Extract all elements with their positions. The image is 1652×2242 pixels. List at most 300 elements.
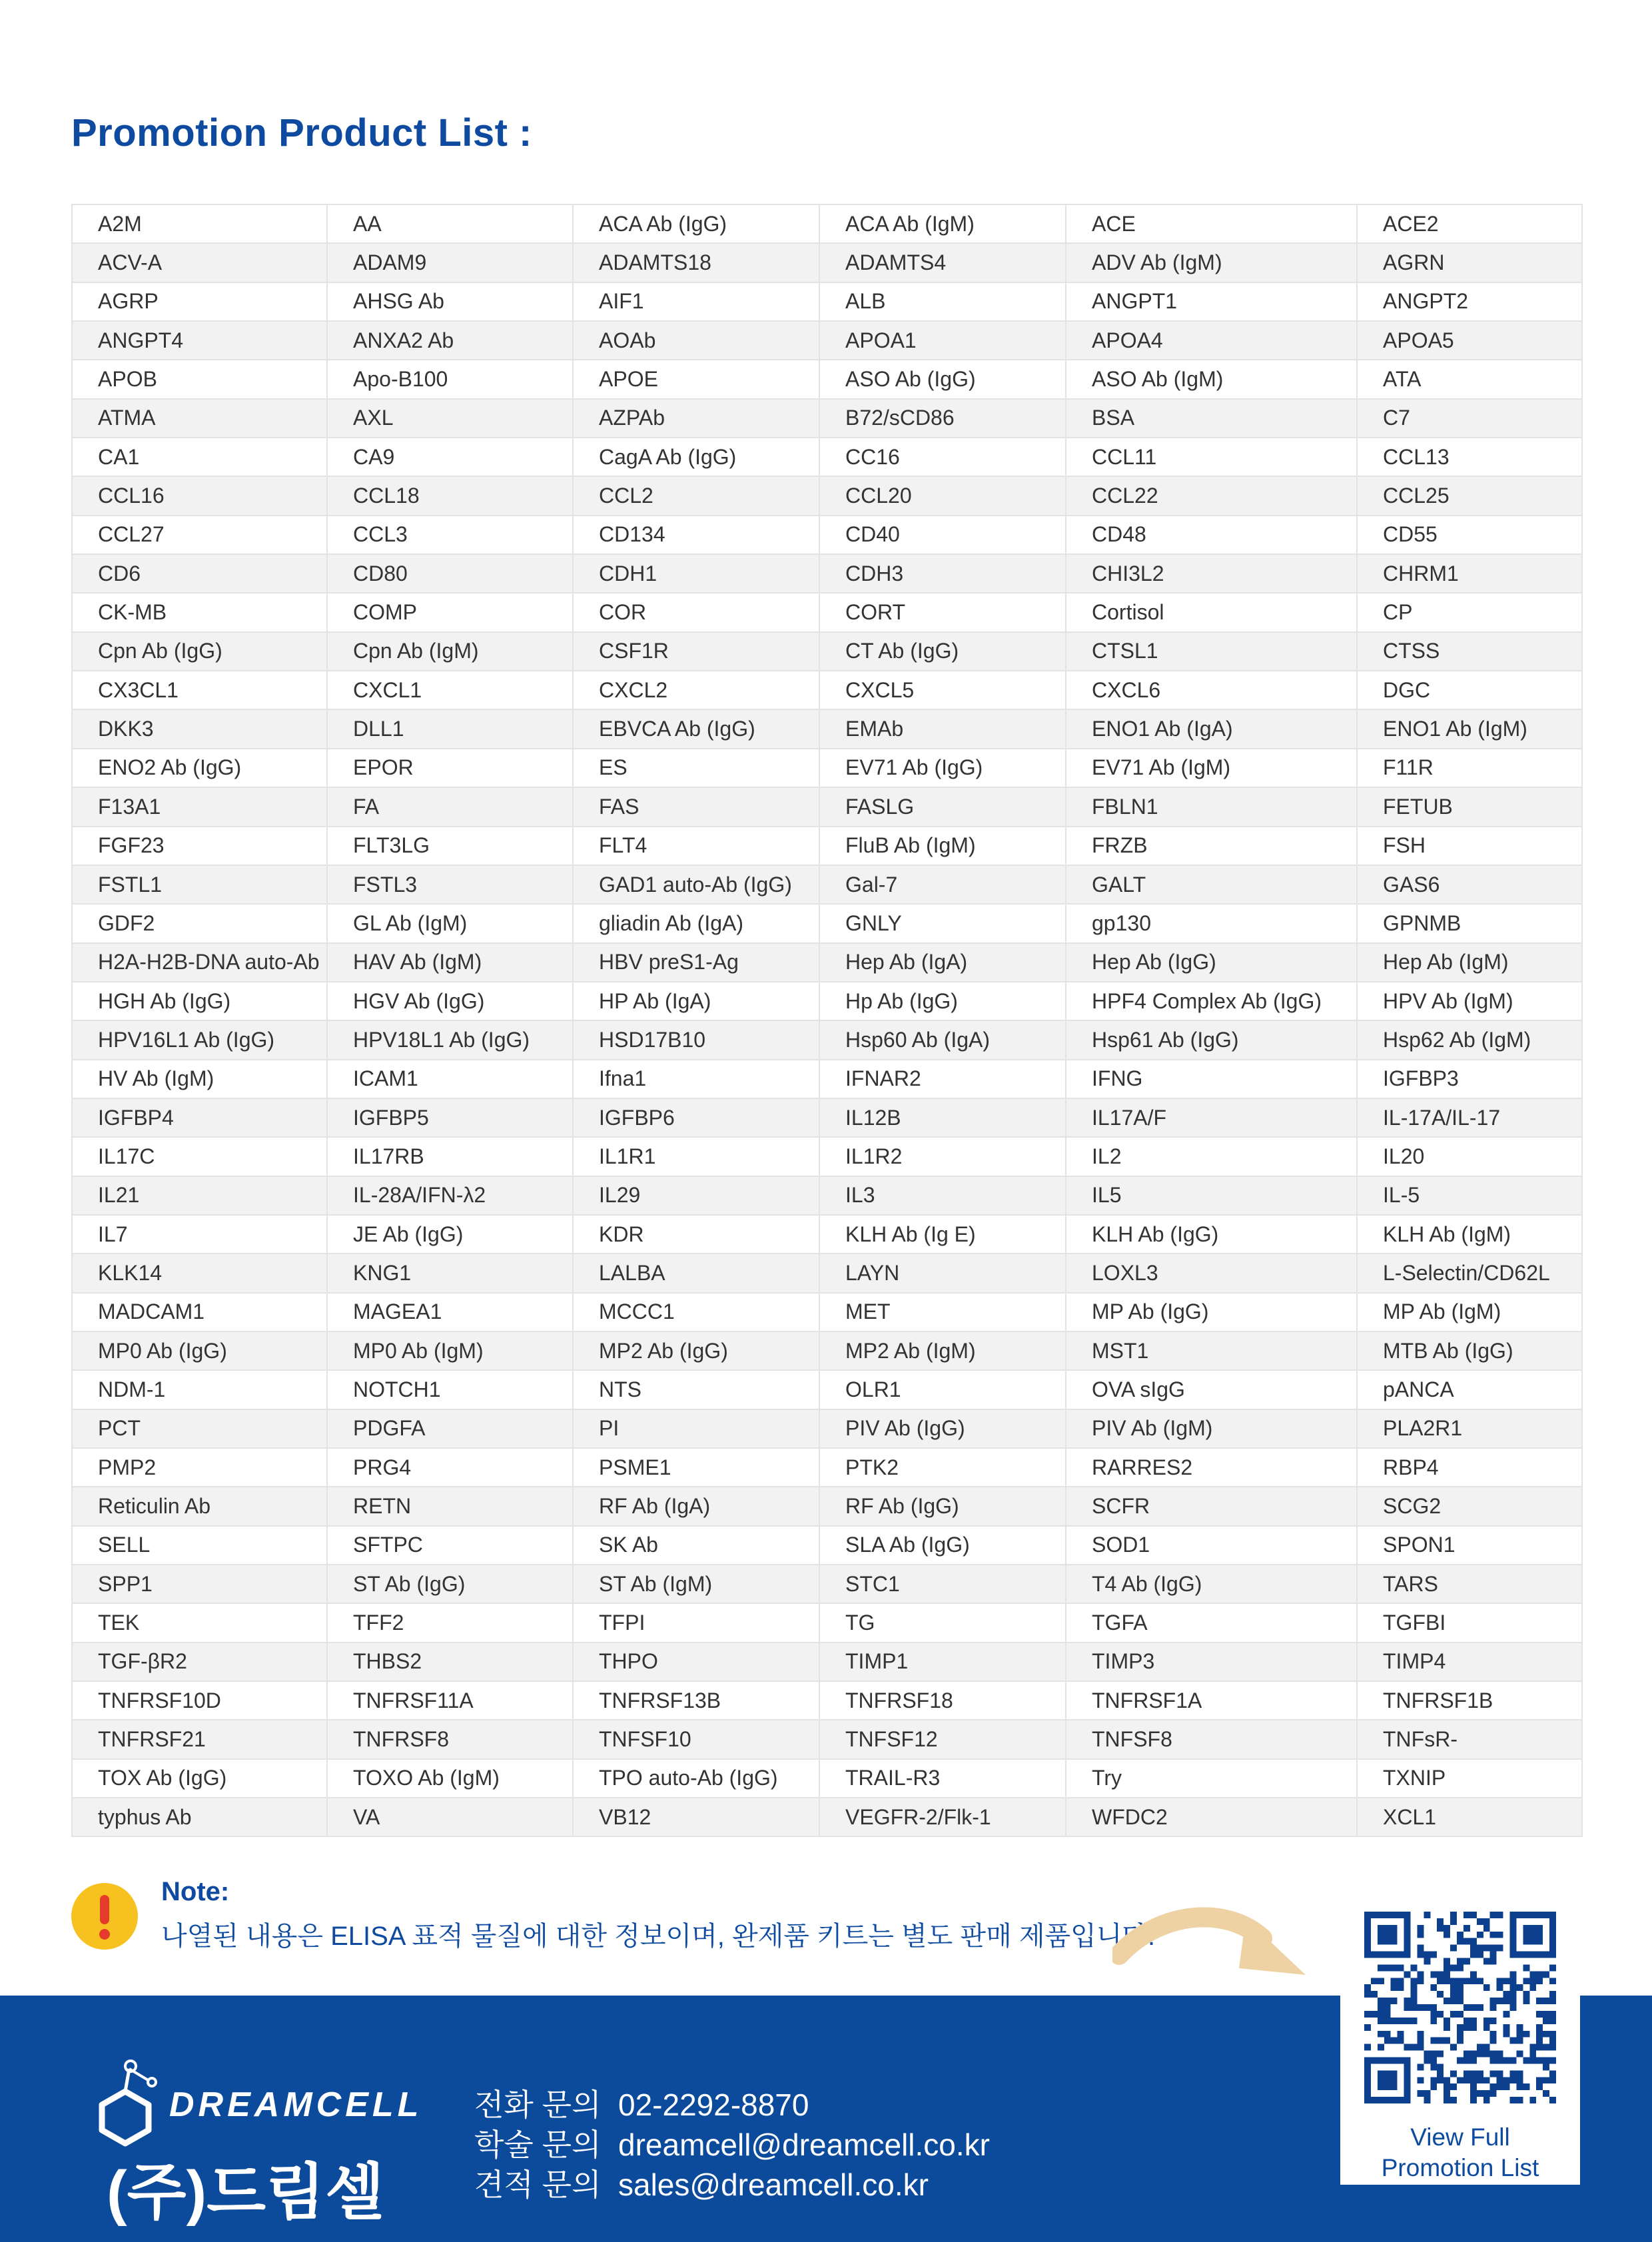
product-cell: ENO1 Ab (IgM) bbox=[1357, 709, 1582, 748]
product-cell: FLT4 bbox=[573, 827, 819, 865]
product-cell: CCL13 bbox=[1357, 438, 1582, 476]
product-cell: TPO auto-Ab (IgG) bbox=[573, 1759, 819, 1798]
product-cell: IL17A/F bbox=[1066, 1098, 1357, 1137]
product-cell: TNFRSF13B bbox=[573, 1681, 819, 1720]
table-row bbox=[72, 1487, 1582, 1525]
product-cell: TNFSF8 bbox=[1066, 1720, 1357, 1758]
product-cell: EBVCA Ab (IgG) bbox=[573, 709, 819, 748]
product-cell: typhus Ab bbox=[72, 1798, 327, 1836]
product-cell: MP2 Ab (IgM) bbox=[819, 1331, 1066, 1370]
product-cell: AOAb bbox=[573, 321, 819, 360]
product-cell: SCFR bbox=[1066, 1487, 1357, 1525]
product-cell: IGFBP4 bbox=[72, 1098, 327, 1137]
qr-code-icon[interactable] bbox=[1364, 1912, 1556, 2103]
contact-list bbox=[474, 2085, 990, 2205]
curved-arrow-icon bbox=[1112, 1898, 1312, 1985]
product-cell: SPON1 bbox=[1357, 1526, 1582, 1565]
product-cell: TARS bbox=[1357, 1565, 1582, 1603]
product-cell: PRG4 bbox=[327, 1448, 573, 1487]
product-cell: L-Selectin/CD62L bbox=[1357, 1254, 1582, 1292]
product-cell: TFF2 bbox=[327, 1603, 573, 1642]
table-row bbox=[72, 1215, 1582, 1254]
product-cell: NDM-1 bbox=[72, 1370, 327, 1409]
product-cell: F11R bbox=[1357, 749, 1582, 787]
product-cell: OLR1 bbox=[819, 1370, 1066, 1409]
product-cell: FRZB bbox=[1066, 827, 1357, 865]
table-row bbox=[72, 982, 1582, 1020]
product-cell: ASO Ab (IgG) bbox=[819, 360, 1066, 398]
product-cell: ST Ab (IgG) bbox=[327, 1565, 573, 1603]
product-cell: IFNAR2 bbox=[819, 1060, 1066, 1098]
product-cell: CHRM1 bbox=[1357, 554, 1582, 593]
product-cell: RF Ab (IgG) bbox=[819, 1487, 1066, 1525]
phone-number[interactable]: 02-2292-8870 bbox=[618, 2087, 809, 2122]
product-cell: CD48 bbox=[1066, 516, 1357, 554]
product-cell: HBV preS1-Ag bbox=[573, 943, 819, 982]
product-cell: RETN bbox=[327, 1487, 573, 1525]
product-cell: ANGPT4 bbox=[72, 321, 327, 360]
product-cell: HGH Ab (IgG) bbox=[72, 982, 327, 1020]
table-row bbox=[72, 827, 1582, 865]
product-cell: NTS bbox=[573, 1370, 819, 1409]
product-cell: FluB Ab (IgM) bbox=[819, 827, 1066, 865]
product-cell: Ifna1 bbox=[573, 1060, 819, 1098]
table-row bbox=[72, 1098, 1582, 1137]
product-cell: ATA bbox=[1357, 360, 1582, 398]
table-row bbox=[72, 1293, 1582, 1331]
qr-caption-line1: View Full bbox=[1410, 2123, 1510, 2151]
product-cell: TNFSF10 bbox=[573, 1720, 819, 1758]
product-cell: EV71 Ab (IgG) bbox=[819, 749, 1066, 787]
product-cell: C7 bbox=[1357, 399, 1582, 438]
product-cell: ADAMTS18 bbox=[573, 243, 819, 282]
product-cell: gp130 bbox=[1066, 904, 1357, 942]
product-cell: IL12B bbox=[819, 1098, 1066, 1137]
product-cell: VEGFR-2/Flk-1 bbox=[819, 1798, 1066, 1836]
product-cell: AZPAb bbox=[573, 399, 819, 438]
product-cell: HPV16L1 Ab (IgG) bbox=[72, 1020, 327, 1059]
product-cell: A2M bbox=[72, 204, 327, 243]
product-cell: PIV Ab (IgM) bbox=[1066, 1409, 1357, 1448]
table-row bbox=[72, 360, 1582, 398]
product-cell: JE Ab (IgG) bbox=[327, 1215, 573, 1254]
product-cell: TIMP1 bbox=[819, 1643, 1066, 1681]
product-cell: TNFRSF1A bbox=[1066, 1681, 1357, 1720]
product-cell: ST Ab (IgM) bbox=[573, 1565, 819, 1603]
table-row bbox=[72, 1603, 1582, 1642]
product-cell: Apo-B100 bbox=[327, 360, 573, 398]
academic-email-link[interactable]: dreamcell@dreamcell.co.kr bbox=[618, 2127, 990, 2162]
product-cell: SCG2 bbox=[1357, 1487, 1582, 1525]
product-cell: CD40 bbox=[819, 516, 1066, 554]
product-cell: ANGPT2 bbox=[1357, 282, 1582, 321]
product-cell: RF Ab (IgA) bbox=[573, 1487, 819, 1525]
product-cell: FSTL3 bbox=[327, 865, 573, 904]
table-row bbox=[72, 476, 1582, 515]
table-row bbox=[72, 204, 1582, 243]
table-row bbox=[72, 671, 1582, 709]
product-cell: TOX Ab (IgG) bbox=[72, 1759, 327, 1798]
molecule-hexagon-icon bbox=[85, 2058, 172, 2151]
brand-korean-name: (주)드림셀 bbox=[107, 2159, 384, 2227]
product-cell: APOA1 bbox=[819, 321, 1066, 360]
product-cell: PLA2R1 bbox=[1357, 1409, 1582, 1448]
product-cell: ASO Ab (IgM) bbox=[1066, 360, 1357, 398]
product-cell: GAD1 auto-Ab (IgG) bbox=[573, 865, 819, 904]
contact-label: 전화 문의 bbox=[474, 2087, 602, 2122]
table-row bbox=[72, 632, 1582, 671]
qr-caption-line2: Promotion List bbox=[1381, 2154, 1539, 2181]
product-cell: FBLN1 bbox=[1066, 787, 1357, 826]
product-cell: F13A1 bbox=[72, 787, 327, 826]
table-row bbox=[72, 1176, 1582, 1215]
product-cell: TG bbox=[819, 1603, 1066, 1642]
product-cell: Gal-7 bbox=[819, 865, 1066, 904]
table-row bbox=[72, 516, 1582, 554]
product-cell: MP0 Ab (IgG) bbox=[72, 1331, 327, 1370]
product-cell: XCL1 bbox=[1357, 1798, 1582, 1836]
table-row bbox=[72, 904, 1582, 942]
table-row bbox=[72, 1409, 1582, 1448]
product-cell: CORT bbox=[819, 593, 1066, 631]
product-cell: HGV Ab (IgG) bbox=[327, 982, 573, 1020]
contact-phone bbox=[474, 2085, 990, 2125]
product-cell: gliadin Ab (IgA) bbox=[573, 904, 819, 942]
product-cell: Cpn Ab (IgM) bbox=[327, 632, 573, 671]
product-cell: B72/sCD86 bbox=[819, 399, 1066, 438]
table-row bbox=[72, 749, 1582, 787]
product-cell: HPV Ab (IgM) bbox=[1357, 982, 1582, 1020]
product-cell: PTK2 bbox=[819, 1448, 1066, 1487]
product-cell: ALB bbox=[819, 282, 1066, 321]
product-cell: IL-17A/IL-17 bbox=[1357, 1098, 1582, 1137]
contact-quote bbox=[474, 2165, 990, 2205]
product-cell: Hp Ab (IgG) bbox=[819, 982, 1066, 1020]
product-cell: CP bbox=[1357, 593, 1582, 631]
product-cell: CXCL6 bbox=[1066, 671, 1357, 709]
product-cell: THBS2 bbox=[327, 1643, 573, 1681]
product-cell: MP2 Ab (IgG) bbox=[573, 1331, 819, 1370]
product-cell: TNFsR- bbox=[1357, 1720, 1582, 1758]
product-cell: ADAM9 bbox=[327, 243, 573, 282]
product-cell: AGRP bbox=[72, 282, 327, 321]
product-cell: TEK bbox=[72, 1603, 327, 1642]
product-cell: TNFRSF1B bbox=[1357, 1681, 1582, 1720]
product-cell: IL5 bbox=[1066, 1176, 1357, 1215]
product-cell: IL17C bbox=[72, 1137, 327, 1176]
product-cell: TXNIP bbox=[1357, 1759, 1582, 1798]
product-cell: IL2 bbox=[1066, 1137, 1357, 1176]
product-cell: CTSS bbox=[1357, 632, 1582, 671]
product-cell: FA bbox=[327, 787, 573, 826]
product-cell: CXCL1 bbox=[327, 671, 573, 709]
product-cell: KLH Ab (IgG) bbox=[1066, 1215, 1357, 1254]
product-cell: GNLY bbox=[819, 904, 1066, 942]
product-cell: IL-28A/IFN-λ2 bbox=[327, 1176, 573, 1215]
product-cell: HP Ab (IgA) bbox=[573, 982, 819, 1020]
table-row bbox=[72, 438, 1582, 476]
product-cell: THPO bbox=[573, 1643, 819, 1681]
product-cell: ACE2 bbox=[1357, 204, 1582, 243]
product-cell: PCT bbox=[72, 1409, 327, 1448]
product-cell: HAV Ab (IgM) bbox=[327, 943, 573, 982]
product-cell: T4 Ab (IgG) bbox=[1066, 1565, 1357, 1603]
product-cell: VA bbox=[327, 1798, 573, 1836]
table-row bbox=[72, 1060, 1582, 1098]
product-cell: SPP1 bbox=[72, 1565, 327, 1603]
product-cell: KLH Ab (Ig E) bbox=[819, 1215, 1066, 1254]
sales-email-link[interactable]: sales@dreamcell.co.kr bbox=[618, 2167, 929, 2202]
product-cell: BSA bbox=[1066, 399, 1357, 438]
product-cell: MET bbox=[819, 1293, 1066, 1331]
product-cell: IL7 bbox=[72, 1215, 327, 1254]
product-cell: ANGPT1 bbox=[1066, 282, 1357, 321]
table-row bbox=[72, 243, 1582, 282]
product-cell: KLK14 bbox=[72, 1254, 327, 1292]
product-cell: MP Ab (IgG) bbox=[1066, 1293, 1357, 1331]
product-cell: ENO1 Ab (IgA) bbox=[1066, 709, 1357, 748]
table-row bbox=[72, 1526, 1582, 1565]
product-cell: ACA Ab (IgG) bbox=[573, 204, 819, 243]
product-cell: CCL16 bbox=[72, 476, 327, 515]
product-cell: RBP4 bbox=[1357, 1448, 1582, 1487]
product-cell: MP Ab (IgM) bbox=[1357, 1293, 1582, 1331]
table-row bbox=[72, 593, 1582, 631]
product-cell: TGF-βR2 bbox=[72, 1643, 327, 1681]
product-cell: TIMP4 bbox=[1357, 1643, 1582, 1681]
product-cell: PMP2 bbox=[72, 1448, 327, 1487]
product-cell: Hep Ab (IgG) bbox=[1066, 943, 1357, 982]
product-cell: EPOR bbox=[327, 749, 573, 787]
table-row bbox=[72, 1020, 1582, 1059]
product-cell: VB12 bbox=[573, 1798, 819, 1836]
page-title: Promotion Product List : bbox=[71, 111, 532, 155]
table-row bbox=[72, 1370, 1582, 1409]
table-row bbox=[72, 321, 1582, 360]
product-table bbox=[71, 204, 1583, 1837]
product-cell: TGFA bbox=[1066, 1603, 1357, 1642]
product-cell: GDF2 bbox=[72, 904, 327, 942]
table-row bbox=[72, 943, 1582, 982]
product-cell: IL3 bbox=[819, 1176, 1066, 1215]
product-cell: AA bbox=[327, 204, 573, 243]
product-cell: COMP bbox=[327, 593, 573, 631]
product-cell: APOA5 bbox=[1357, 321, 1582, 360]
product-cell: CC16 bbox=[819, 438, 1066, 476]
table-row bbox=[72, 1720, 1582, 1758]
product-cell: CHI3L2 bbox=[1066, 554, 1357, 593]
product-cell: EV71 Ab (IgM) bbox=[1066, 749, 1357, 787]
product-cell: GPNMB bbox=[1357, 904, 1582, 942]
product-cell: CD6 bbox=[72, 554, 327, 593]
product-cell: DGC bbox=[1357, 671, 1582, 709]
table-row bbox=[72, 1254, 1582, 1292]
product-cell: APOE bbox=[573, 360, 819, 398]
product-cell: IGFBP6 bbox=[573, 1098, 819, 1137]
product-cell: ACV-A bbox=[72, 243, 327, 282]
product-cell: RARRES2 bbox=[1066, 1448, 1357, 1487]
product-cell: CCL3 bbox=[327, 516, 573, 554]
product-cell: WFDC2 bbox=[1066, 1798, 1357, 1836]
product-cell: COR bbox=[573, 593, 819, 631]
product-cell: CT Ab (IgG) bbox=[819, 632, 1066, 671]
product-cell: ACA Ab (IgM) bbox=[819, 204, 1066, 243]
product-cell: TNFRSF18 bbox=[819, 1681, 1066, 1720]
product-cell: CXCL5 bbox=[819, 671, 1066, 709]
product-cell: Try bbox=[1066, 1759, 1357, 1798]
product-cell: NOTCH1 bbox=[327, 1370, 573, 1409]
product-cell: CK-MB bbox=[72, 593, 327, 631]
product-cell: PDGFA bbox=[327, 1409, 573, 1448]
table-row bbox=[72, 282, 1582, 321]
product-cell: TNFRSF21 bbox=[72, 1720, 327, 1758]
product-cell: ACE bbox=[1066, 204, 1357, 243]
product-cell: HPF4 Complex Ab (IgG) bbox=[1066, 982, 1357, 1020]
contact-academic bbox=[474, 2125, 990, 2165]
product-cell: IGFBP3 bbox=[1357, 1060, 1582, 1098]
product-cell: SK Ab bbox=[573, 1526, 819, 1565]
product-cell: GALT bbox=[1066, 865, 1357, 904]
product-cell: FETUB bbox=[1357, 787, 1582, 826]
table-row bbox=[72, 1448, 1582, 1487]
product-cell: KDR bbox=[573, 1215, 819, 1254]
product-cell: CCL25 bbox=[1357, 476, 1582, 515]
product-cell: CCL18 bbox=[327, 476, 573, 515]
product-cell: FASLG bbox=[819, 787, 1066, 826]
product-cell: ADV Ab (IgM) bbox=[1066, 243, 1357, 282]
table-row bbox=[72, 1759, 1582, 1798]
product-cell: TNFRSF8 bbox=[327, 1720, 573, 1758]
product-cell: MP0 Ab (IgM) bbox=[327, 1331, 573, 1370]
table-row bbox=[72, 865, 1582, 904]
product-cell: SELL bbox=[72, 1526, 327, 1565]
product-cell: CDH1 bbox=[573, 554, 819, 593]
product-cell: STC1 bbox=[819, 1565, 1066, 1603]
product-cell: CCL2 bbox=[573, 476, 819, 515]
table-row bbox=[72, 1331, 1582, 1370]
table-row bbox=[72, 1681, 1582, 1720]
product-cell: SLA Ab (IgG) bbox=[819, 1526, 1066, 1565]
product-cell: CSF1R bbox=[573, 632, 819, 671]
product-cell: Hep Ab (IgM) bbox=[1357, 943, 1582, 982]
table-row bbox=[72, 709, 1582, 748]
product-cell: AXL bbox=[327, 399, 573, 438]
product-cell: FSH bbox=[1357, 827, 1582, 865]
product-cell: Hsp62 Ab (IgM) bbox=[1357, 1020, 1582, 1059]
product-cell: FGF23 bbox=[72, 827, 327, 865]
product-cell: TNFRSF10D bbox=[72, 1681, 327, 1720]
product-cell: CDH3 bbox=[819, 554, 1066, 593]
product-cell: AHSG Ab bbox=[327, 282, 573, 321]
product-cell: CagA Ab (IgG) bbox=[573, 438, 819, 476]
product-cell: KLH Ab (IgM) bbox=[1357, 1215, 1582, 1254]
product-cell: CXCL2 bbox=[573, 671, 819, 709]
product-cell: PSME1 bbox=[573, 1448, 819, 1487]
product-cell: EMAb bbox=[819, 709, 1066, 748]
product-cell: MST1 bbox=[1066, 1331, 1357, 1370]
product-cell: IL21 bbox=[72, 1176, 327, 1215]
product-cell: CX3CL1 bbox=[72, 671, 327, 709]
product-cell: FAS bbox=[573, 787, 819, 826]
product-cell: AGRN bbox=[1357, 243, 1582, 282]
brand-name: DREAMCELL bbox=[169, 2085, 423, 2124]
product-cell: APOA4 bbox=[1066, 321, 1357, 360]
product-cell: TOXO Ab (IgM) bbox=[327, 1759, 573, 1798]
product-cell: HPV18L1 Ab (IgG) bbox=[327, 1020, 573, 1059]
table-row bbox=[72, 399, 1582, 438]
note-text: 나열된 내용은 ELISA 표적 물질에 대한 정보이며, 완제품 키트는 별도 판매 제품입니다. bbox=[161, 1922, 1156, 1951]
product-cell: SOD1 bbox=[1066, 1526, 1357, 1565]
product-cell: Hep Ab (IgA) bbox=[819, 943, 1066, 982]
product-cell: CD134 bbox=[573, 516, 819, 554]
product-cell: DKK3 bbox=[72, 709, 327, 748]
product-cell: TRAIL-R3 bbox=[819, 1759, 1066, 1798]
product-cell: IGFBP5 bbox=[327, 1098, 573, 1137]
table-row bbox=[72, 787, 1582, 826]
contact-label: 견적 문의 bbox=[474, 2167, 602, 2202]
product-cell: CTSL1 bbox=[1066, 632, 1357, 671]
product-cell: LAYN bbox=[819, 1254, 1066, 1292]
exclamation-icon bbox=[71, 1883, 138, 1950]
product-cell: CD55 bbox=[1357, 516, 1582, 554]
product-cell: PIV Ab (IgG) bbox=[819, 1409, 1066, 1448]
product-cell: CCL27 bbox=[72, 516, 327, 554]
qr-caption[interactable] bbox=[1340, 2122, 1580, 2183]
product-cell: MCCC1 bbox=[573, 1293, 819, 1331]
product-cell: CA1 bbox=[72, 438, 327, 476]
table-row bbox=[72, 1643, 1582, 1681]
table-row bbox=[72, 1565, 1582, 1603]
table-row bbox=[72, 1137, 1582, 1176]
product-cell: TIMP3 bbox=[1066, 1643, 1357, 1681]
product-cell: ADAMTS4 bbox=[819, 243, 1066, 282]
table-row bbox=[72, 554, 1582, 593]
product-cell: CA9 bbox=[327, 438, 573, 476]
product-cell: PI bbox=[573, 1409, 819, 1448]
product-cell: HSD17B10 bbox=[573, 1020, 819, 1059]
product-cell: TNFSF12 bbox=[819, 1720, 1066, 1758]
qr-card[interactable] bbox=[1340, 1889, 1580, 2185]
product-cell: CCL11 bbox=[1066, 438, 1357, 476]
product-cell: LOXL3 bbox=[1066, 1254, 1357, 1292]
product-cell: CCL20 bbox=[819, 476, 1066, 515]
product-cell: H2A-H2B-DNA auto-Ab bbox=[72, 943, 327, 982]
product-table-body bbox=[72, 204, 1582, 1836]
product-cell: IL20 bbox=[1357, 1137, 1582, 1176]
product-cell: CD80 bbox=[327, 554, 573, 593]
product-cell: HV Ab (IgM) bbox=[72, 1060, 327, 1098]
product-cell: GL Ab (IgM) bbox=[327, 904, 573, 942]
product-cell: CCL22 bbox=[1066, 476, 1357, 515]
product-cell: Hsp61 Ab (IgG) bbox=[1066, 1020, 1357, 1059]
product-cell: MADCAM1 bbox=[72, 1293, 327, 1331]
contact-label: 학술 문의 bbox=[474, 2127, 602, 2162]
product-cell: TNFRSF11A bbox=[327, 1681, 573, 1720]
product-cell: FSTL1 bbox=[72, 865, 327, 904]
product-cell: LALBA bbox=[573, 1254, 819, 1292]
product-cell: Hsp60 Ab (IgA) bbox=[819, 1020, 1066, 1059]
product-cell: IL1R2 bbox=[819, 1137, 1066, 1176]
product-cell: IL-5 bbox=[1357, 1176, 1582, 1215]
product-cell: KNG1 bbox=[327, 1254, 573, 1292]
product-cell: ENO2 Ab (IgG) bbox=[72, 749, 327, 787]
product-cell: ATMA bbox=[72, 399, 327, 438]
product-cell: MTB Ab (IgG) bbox=[1357, 1331, 1582, 1370]
product-cell: IL17RB bbox=[327, 1137, 573, 1176]
product-cell: Cpn Ab (IgG) bbox=[72, 632, 327, 671]
table-row bbox=[72, 1798, 1582, 1836]
product-cell: pANCA bbox=[1357, 1370, 1582, 1409]
